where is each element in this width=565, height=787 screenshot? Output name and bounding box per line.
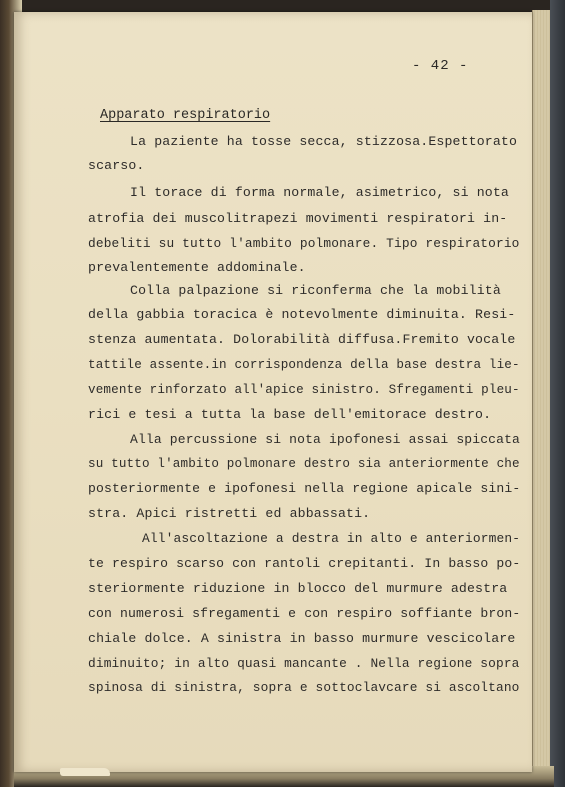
text-line: con numerosi sfregamenti e con respiro soffiante bron- [88, 606, 521, 621]
text-line: atrofia dei muscolitrapezi movimenti respiratori in- [88, 211, 508, 226]
text-line: prevalentemente addominale. [88, 260, 306, 275]
text-line: Il torace di forma normale, asimetrico, si nota [130, 185, 509, 200]
text-line: Colla palpazione si riconferma che la mobilità [130, 283, 501, 298]
text-line: chiale dolce. A sinistra in basso murmure vescicolare [88, 631, 516, 646]
text-line: stenza aumentata. Dolorabilità diffusa.Fremito vocale [88, 332, 516, 347]
text-line: vemente rinforzato all'apice sinistro. Sfregamenti pleu- [88, 382, 520, 397]
page-edges [532, 10, 551, 775]
text-line: della gabbia toracica è notevolmente diminuita. Resi- [88, 307, 516, 322]
text-line: rici e tesi a tutta la base dell'emitorace destro. [88, 407, 492, 422]
page-number: - 42 - [412, 58, 469, 74]
text-line: All'ascoltazione a destra in alto e anteriormen- [142, 531, 521, 546]
document-page [14, 12, 532, 772]
backdrop-right [550, 0, 565, 787]
text-line: debeliti su tutto l'ambito polmonare. Tipo respiratorio [88, 236, 520, 251]
text-line: La paziente ha tosse secca, stizzosa.Espettorato [130, 134, 518, 149]
text-line: diminuito; in alto quasi mancante . Nella regione sopra [88, 656, 520, 671]
text-line: su tutto l'ambito polmonare destro sia anteriormente che [88, 456, 520, 471]
text-line: steriormente riduzione in blocco del murmure adestra [88, 581, 508, 596]
text-line: te respiro scarso con rantoli crepitanti. In basso po- [88, 556, 521, 571]
torn-paper-corner [60, 768, 110, 776]
text-line: scarso. [88, 158, 145, 173]
text-line: tattile assente.in corrispondenza della base destra lie- [88, 357, 520, 372]
text-line: Alla percussione si nota ipofonesi assai spiccata [130, 432, 521, 447]
text-line: spinosa di sinistra, sopra e sottoclavcare si ascoltano [88, 680, 520, 695]
section-title: Apparato respiratorio [100, 108, 271, 123]
text-line: posteriormente e ipofonesi nella regione apicale sini- [88, 481, 521, 496]
text-line: stra. Apici ristretti ed abbassati. [88, 506, 371, 521]
